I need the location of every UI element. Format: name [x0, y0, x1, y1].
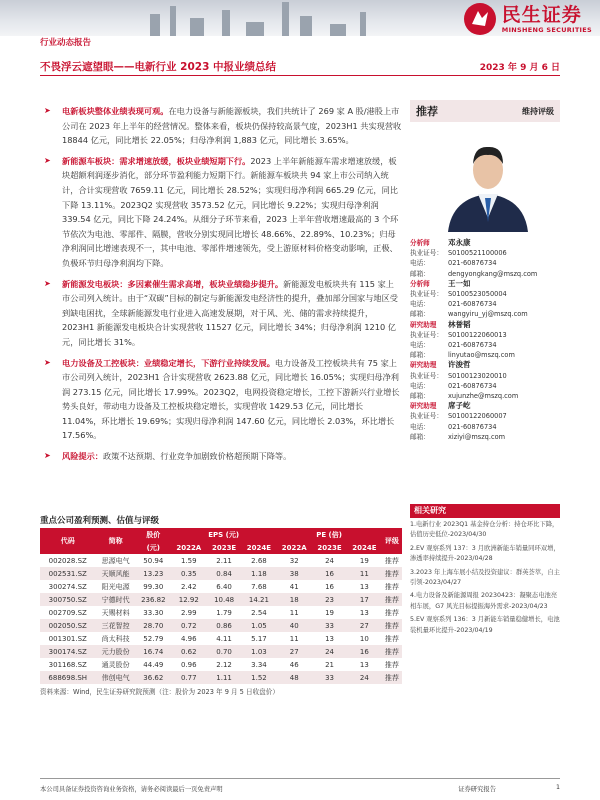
related-research-item[interactable]: 2.EV 观察系列 137：3 月欧洲新能车销量同环双增，渗透率持续提升-2023/04/28	[410, 544, 560, 563]
table-cell: 思源电气	[101, 556, 130, 565]
table-row	[40, 580, 402, 593]
table-cell: 28.70	[136, 619, 171, 632]
table-cell: 99.30	[143, 582, 164, 591]
arrow-bullet-icon: ➤	[44, 155, 51, 165]
analyst-email-row	[410, 391, 560, 401]
table-cell: 0.77	[171, 671, 207, 684]
header-banner	[0, 0, 600, 36]
table-cell: 13	[325, 634, 334, 643]
analyst-email-row	[410, 432, 560, 442]
table-cell: 52.79	[143, 634, 164, 643]
analyst-phone-row-value: 021-60876734	[448, 259, 497, 268]
table-cell: 2.42	[180, 582, 197, 591]
col-header-price: 股价	[136, 528, 171, 541]
table-cell: 2.12	[216, 660, 232, 669]
analyst-cert-row-label: 执业证号：	[410, 330, 443, 339]
summary-column	[40, 104, 402, 470]
table-cell: 2.54	[251, 608, 267, 617]
table-cell: 13	[359, 582, 369, 591]
table-cell: 001301.SZ	[48, 634, 87, 643]
table-cell: 推荐	[384, 582, 399, 591]
table-cell: 33.30	[143, 608, 164, 617]
table-cell: 50.94	[143, 556, 164, 565]
table-cell: 38	[276, 567, 312, 580]
table-cell: 27	[347, 619, 382, 632]
analyst-name-row-value: 席子屹	[448, 401, 471, 411]
table-cell: 48	[276, 671, 312, 684]
table-cell: 002050.SZ	[40, 619, 96, 632]
table-cell: 1.05	[242, 619, 277, 632]
analyst-name-row	[410, 360, 560, 370]
analyst-cert-row-value: S0100122060007	[448, 412, 507, 421]
table-cell: 5.17	[251, 634, 267, 643]
table-cell: 天顺风能	[96, 567, 136, 580]
col-header-price-unit: (元)	[136, 541, 171, 554]
analyst-name-row-value: 王一如	[448, 278, 471, 288]
table-cell: 300274.SZ	[48, 582, 87, 591]
col-header-name: 简称	[96, 528, 136, 554]
analyst-portrait	[440, 132, 536, 232]
table-cell: 19	[359, 556, 369, 565]
analyst-phone-row	[410, 422, 560, 432]
table-cell: 33	[312, 671, 347, 684]
table-cell: 0.86	[207, 619, 242, 632]
table-source: 资料来源：Wind，民生证券研究院预测（注：股价为 2023 年 9 月 5 日收盘价）	[40, 688, 279, 696]
table-cell: 4.11	[216, 634, 232, 643]
table-cell: 0.70	[207, 645, 242, 658]
analyst-cert-row-value: S0100123020010	[448, 371, 507, 380]
analyst-cert-row-label: 执业证号：	[410, 412, 443, 421]
table-cell: 13.23	[136, 567, 171, 580]
arrow-bullet-icon: ➤	[44, 106, 51, 115]
analyst-cert-row	[410, 248, 560, 258]
table-cell: 2.11	[216, 556, 232, 565]
analyst-email-row-label: 邮箱：	[410, 351, 430, 360]
table-cell: 11	[289, 608, 299, 617]
analyst-email-row-label: 邮箱：	[410, 392, 430, 401]
table-cell: 24	[347, 671, 382, 684]
analyst-cert-row	[410, 330, 560, 340]
analyst-email-row	[410, 309, 560, 319]
analyst-email-row-value: linyutao@mszq.com	[448, 351, 515, 360]
table-cell: 14.21	[242, 593, 277, 606]
related-research-item[interactable]: 5.EV 观察系列 136：3 月新能车销量稳健增长，电池装机量环比提升-2023/04/19	[410, 616, 560, 634]
report-title: 不畏浮云遮望眼——电新行业 2023 中报业绩总结	[40, 61, 277, 73]
table-cell: 13	[359, 608, 369, 617]
table-title: 重点公司盈利预测、估值与评级	[40, 516, 160, 526]
col-header-eps: EPS (元)	[171, 528, 276, 541]
col-header-year: 2022A	[171, 541, 207, 554]
valuation-table	[40, 528, 402, 684]
table-cell: 1.79	[216, 608, 232, 617]
arrow-bullet-icon: ➤	[44, 451, 51, 461]
table-cell: 推荐	[384, 608, 399, 617]
table-cell: 236.82	[136, 593, 171, 606]
table-row	[40, 632, 402, 645]
table-row	[40, 606, 402, 619]
analyst-cert-row-label: 执业证号：	[410, 249, 443, 258]
analyst-phone-row	[410, 258, 560, 268]
analyst-cert-row-value: S0100521100006	[448, 249, 507, 258]
report-type: 行业动态报告	[40, 38, 92, 48]
analyst-email-row-label: 邮箱：	[410, 432, 430, 441]
col-header-year: 2024E	[347, 541, 382, 554]
table-row	[40, 619, 402, 632]
table-row	[40, 593, 402, 606]
table-cell: 10.48	[207, 593, 242, 606]
table-cell: 41	[289, 582, 299, 591]
table-cell: 通灵股份	[101, 660, 130, 669]
table-cell: 0.84	[207, 567, 242, 580]
table-cell: 17	[347, 593, 382, 606]
table-cell: 推荐	[382, 593, 402, 606]
table-cell: 4.96	[180, 634, 197, 643]
paragraph-lead: 电新板块整体业绩表现可观。	[62, 106, 169, 116]
col-header-code: 代码	[40, 528, 96, 554]
table-cell: 688698.SH	[40, 671, 96, 684]
table-cell: 推荐	[384, 556, 399, 565]
analyst-name-row-label: 分析师	[410, 239, 430, 247]
table-row	[40, 671, 402, 684]
table-cell: 16	[325, 582, 334, 591]
table-cell: 元力股份	[96, 645, 136, 658]
analyst-email-row	[410, 269, 560, 279]
analyst-list	[410, 238, 560, 442]
table-cell: 1.59	[180, 556, 197, 565]
analyst-cert-row-value: S0100122060013	[448, 330, 507, 339]
analyst-name-row-value: 许浚哲	[448, 360, 471, 370]
risk-paragraph	[40, 449, 402, 464]
analyst-email-row-value: wangyiru_yj@mszq.com	[448, 310, 528, 319]
analyst-name-row	[410, 238, 560, 248]
table-cell: 阳光电源	[101, 582, 130, 591]
table-cell: 3.34	[251, 660, 267, 669]
table-cell: 12.92	[171, 593, 207, 606]
summary-paragraph	[40, 154, 402, 271]
analyst-name-row-label: 分析师	[410, 279, 430, 288]
analyst-cert-row	[410, 371, 560, 381]
col-header-pe: PE (倍)	[276, 528, 381, 541]
analyst-name-row-label: 研究助理	[410, 320, 437, 329]
report-date: 2023 年 9 月 6 日	[479, 63, 560, 73]
brand-name-cn: 民生证券	[501, 4, 582, 26]
table-cell: 1.03	[242, 645, 277, 658]
analyst-email-row-value: xujunzhe@mszq.com	[448, 392, 519, 401]
table-cell: 002531.SZ	[40, 567, 96, 580]
analyst-phone-row	[410, 299, 560, 309]
col-header-rating: 评级	[382, 528, 402, 554]
col-header-year: 2023E	[207, 541, 242, 554]
table-cell: 伟创电气	[96, 671, 136, 684]
analyst-phone-row	[410, 381, 560, 391]
arrow-bullet-icon: ➤	[44, 278, 51, 288]
table-cell: 推荐	[382, 645, 402, 658]
analyst-name-row-label: 研究助理	[410, 361, 437, 370]
analyst-phone-row-value: 021-60876734	[448, 381, 497, 390]
rating-box	[410, 100, 560, 122]
analyst-phone-row-value: 021-60876734	[448, 300, 497, 309]
table-cell: 推荐	[382, 619, 402, 632]
table-cell: 三花智控	[96, 619, 136, 632]
table-cell: 44.49	[143, 660, 164, 669]
table-row	[40, 645, 402, 658]
arrow-bullet-icon: ➤	[44, 357, 51, 367]
analyst-cert-row	[410, 411, 560, 421]
analyst-cert-row-label: 执业证号：	[410, 290, 443, 299]
paragraph-text: 政策不达预期、行业竞争加剧致价格超预期下降等。	[102, 451, 292, 462]
analyst-name-row	[410, 279, 560, 289]
table-cell: 21	[325, 660, 334, 669]
table-cell: 300174.SZ	[40, 645, 96, 658]
analyst-phone-row-label: 电话：	[410, 300, 430, 309]
summary-paragraph	[40, 356, 402, 444]
paragraph-text: 2023 上半年新能源车需求增速放缓，板块超额利润逐步消化，部分环节盈利能力短期下行。新能源车板块共 94 家上市公司纳入统计，合计实现营收 7659.11 亿元，同比增长 28.52%；实现归母净利润 665.29 亿元，同比下降 13.11%。2023Q2 实现营收 3573.52 亿元，同比增长 9.22%；实现归母净利润 339.54 亿元，同比下降 24.24%。从细分子环节来看，2023 上半年营收增速最高的 3 个环节依次为电池、零部件、隔膜，营收分别实现同比增长 48.66%、22.89%、10.23%；归母净利润同比增速表现不一，其中电池、零部件增速领先，受上游原材料价格变动影响，正极、负极环节归母净利润均下降。	[62, 155, 399, 268]
col-header-year: 2023E	[312, 541, 347, 554]
paragraph-text: 在电力设备与新能源板块，我们共统计了 269 家 A 股/港股上市公司在 2023 年上半年的经营情况。整体来看，板块仍保持较高景气度，2023H1 共实现营收 18844 亿元，同比增长 22.05%；归母净利润 1,883 亿元，同比增长 3.65%。	[62, 106, 402, 146]
col-header-year: 2022A	[276, 541, 312, 554]
analyst-email-row-label: 邮箱：	[410, 310, 430, 319]
table-cell: 16	[347, 645, 382, 658]
paragraph-lead: 新能源发电板块：多因素催生需求高增，板块业绩稳步提升。	[62, 278, 284, 289]
table-cell: 36.62	[136, 671, 171, 684]
table-cell: 7.68	[251, 582, 267, 591]
table-cell: 11	[347, 567, 382, 580]
analyst-phone-row-value: 021-60876734	[448, 422, 497, 431]
analyst-name-row	[410, 320, 560, 330]
analyst-email-row	[410, 350, 560, 360]
analyst-phone-row-value: 021-60876734	[448, 341, 497, 350]
table-cell: 推荐	[382, 671, 402, 684]
footer-disclaimer: 本公司具备证券投资咨询业务资格，请务必阅读最后一页免责声明	[40, 786, 223, 793]
table-cell: 32	[289, 556, 299, 565]
brand-logo	[463, 2, 592, 36]
table-cell: 0.96	[180, 660, 197, 669]
analyst-cert-row-label: 执业证号：	[410, 371, 443, 380]
analyst-email-row-value: dengyongkang@mszq.com	[448, 269, 538, 278]
table-cell: 宁德时代	[96, 593, 136, 606]
table-cell: 46	[289, 660, 299, 669]
table-cell: 0.62	[171, 645, 207, 658]
table-cell: 40	[276, 619, 312, 632]
table-cell: 18	[276, 593, 312, 606]
related-research-item[interactable]: 4.电力设备及新能源周报 20230423：凝聚态电池亮相车展，G7 风光目标提振海外需求-2023/04/23	[410, 592, 558, 610]
table-cell: 33	[312, 619, 347, 632]
brand-name-en: MINSHENG SECURITIES	[501, 26, 592, 34]
table-cell: 301168.SZ	[48, 660, 87, 669]
table-cell: 0.35	[171, 567, 207, 580]
table-cell: 27	[276, 645, 312, 658]
analyst-phone-row	[410, 340, 560, 350]
paragraph-text: 电力设备及工控板块共有 75 家上市公司列入统计，2023H1 合计实现营收 2623.88 亿元，同比增长 16.05%；实现归母净利润 273.15 亿元，同比增长 17.99%。2023Q2，电网投资稳定增长，工控下游新兴行业增长势头良好，带动电力设备及工控板块稳定增长，实现营收 1429.53 亿元，同比增长 11.04%，环比增长 19.69%；实现归母净利润 147.60 亿元，同比增长 2.03%，环比增长 17.56%。	[62, 357, 400, 441]
analyst-name-row-value: 林誉韬	[448, 319, 471, 329]
table-cell: 13	[359, 660, 369, 669]
analyst-phone-row-label: 电话：	[410, 341, 430, 350]
rating-label: 推荐	[416, 105, 438, 118]
table-cell: 16.74	[136, 645, 171, 658]
related-research-title: 相关研究	[410, 504, 560, 518]
summary-paragraph	[40, 104, 402, 148]
analyst-name-row	[410, 401, 560, 411]
footer-report-label: 证券研究报告	[458, 786, 496, 793]
table-cell: 002709.SZ	[48, 608, 87, 617]
table-cell: 推荐	[384, 634, 399, 643]
analyst-email-row-label: 邮箱：	[410, 269, 430, 278]
table-cell: 19	[325, 608, 334, 617]
table-cell: 1.52	[242, 671, 277, 684]
table-cell: 1.18	[242, 567, 277, 580]
analyst-phone-row-label: 电话：	[410, 259, 430, 268]
table-cell: 天赐材料	[101, 608, 130, 617]
footer-divider	[40, 778, 560, 779]
analyst-name-row-label: 研究助理	[410, 402, 437, 411]
title-bar	[40, 58, 560, 76]
table-cell: 2.68	[251, 556, 267, 565]
table-cell: 16	[312, 567, 347, 580]
related-research-item[interactable]: 1.电新行业 2023Q1 基金持仓分析：持仓环比下降，估值历史低位-2023/04/30	[410, 521, 559, 539]
table-cell: 6.40	[216, 582, 232, 591]
table-cell: 0.72	[171, 619, 207, 632]
related-research-list	[410, 520, 560, 639]
paragraph-text: 新能源发电板块共有 115 家上市公司列入统计。由于“双碳”目标的制定与新能源发电经济性的提升，叠加部分国家与地区受到缺电困扰，全球新能源发电行业进入高速发展期，对于风、光、储的需求持续提升，2023H1 新能源发电板块合计实现营收 11527 亿元，同比增长 34%；归母净利润 1210 亿元，同比增长 31%。	[62, 278, 398, 347]
table-cell: 24	[312, 645, 347, 658]
table-cell: 1.11	[207, 671, 242, 684]
table-cell: 23	[312, 593, 347, 606]
analyst-cert-row-value: S0100523050004	[448, 290, 507, 299]
analyst-cert-row	[410, 289, 560, 299]
page-footer	[40, 784, 560, 793]
col-header-year: 2024E	[242, 541, 277, 554]
table-cell: 300750.SZ	[40, 593, 96, 606]
table-cell: 2.99	[180, 608, 197, 617]
table-cell: 尚太科技	[101, 634, 130, 643]
analyst-email-row-value: xiziyi@mszq.com	[448, 432, 506, 441]
paragraph-lead: 风险提示：	[62, 451, 103, 462]
analyst-name-row-value: 邓永康	[448, 238, 471, 247]
table-cell: 002028.SZ	[48, 556, 87, 565]
table-row	[40, 567, 402, 580]
summary-paragraph	[40, 277, 402, 350]
related-research-item[interactable]: 3.2023 年上海车展小结及投资建议：群英荟萃，自主引领-2023/04/27	[410, 568, 560, 587]
analyst-phone-row-label: 电话：	[410, 381, 430, 390]
analyst-phone-row-label: 电话：	[410, 422, 430, 431]
table-cell: 推荐	[382, 567, 402, 580]
page-number: 1	[555, 784, 560, 791]
table-cell: 24	[325, 556, 334, 565]
paragraph-lead: 电力设备及工控板块：业绩稳定增长，下游行业持续发展。	[62, 357, 275, 368]
table-cell: 11	[289, 634, 299, 643]
paragraph-lead: 新能源车板块：需求增速放缓，板块业绩短期下行。	[62, 155, 251, 166]
table-cell: 推荐	[384, 660, 399, 669]
rating-status: 维持评级	[522, 106, 554, 116]
minsheng-logo-icon	[463, 2, 497, 36]
table-row	[40, 554, 402, 567]
table-row	[40, 658, 402, 671]
table-cell: 10	[359, 634, 369, 643]
